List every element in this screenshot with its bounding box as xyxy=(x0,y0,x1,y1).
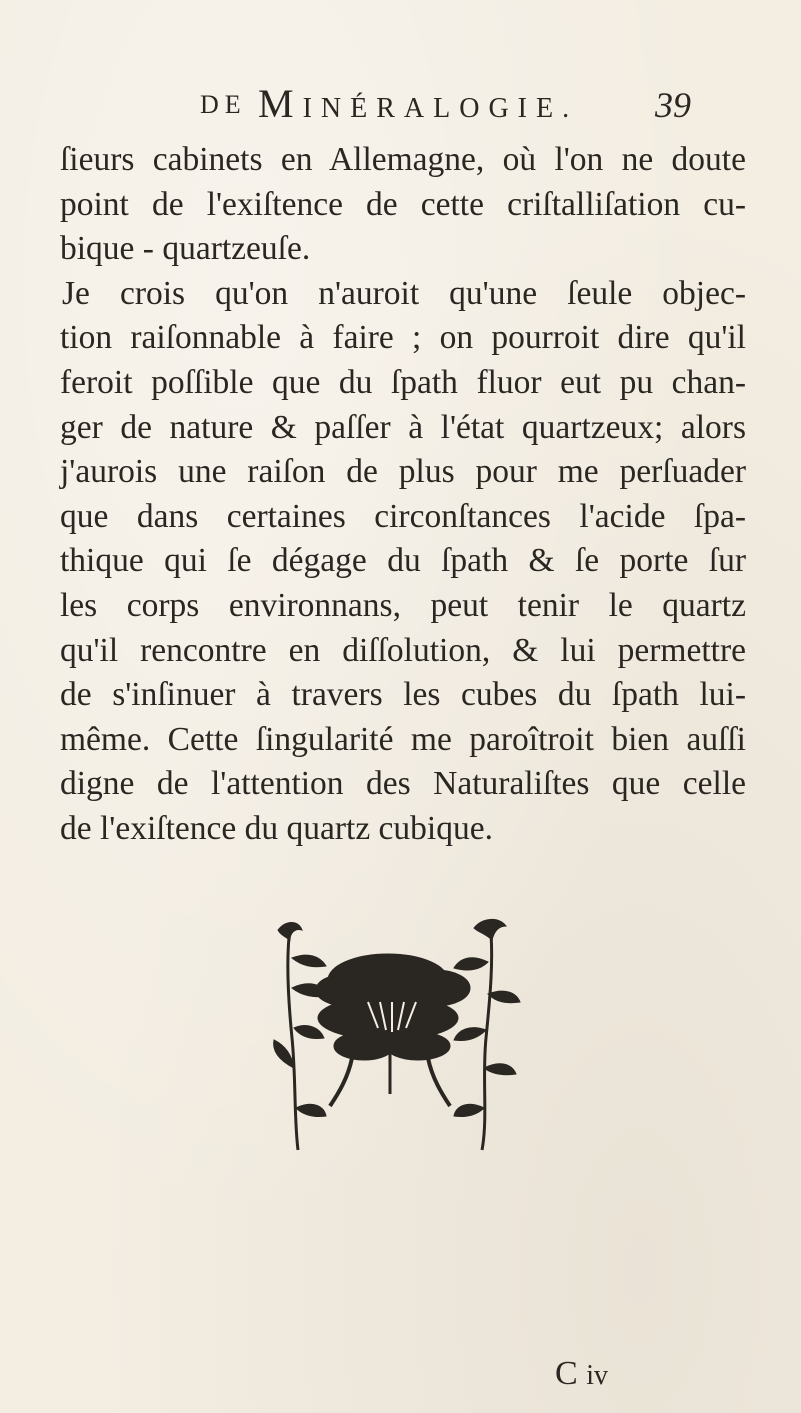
text-line: bique - quartzeuſe. xyxy=(60,230,311,268)
body-paragraphs xyxy=(60,138,746,852)
foliage-ornament-icon xyxy=(268,918,538,1158)
text-line: tion raiſonnable à faire ; on pourroit dire qu'il xyxy=(60,319,746,357)
running-header xyxy=(180,80,741,130)
text-line: qu'il rencontre en diſſolution, & lui permettre xyxy=(60,631,746,669)
header-prefix: DE xyxy=(200,90,247,119)
text-line: les corps environnans, peut tenir le quartz xyxy=(60,586,746,624)
text-line: Je crois qu'on n'auroit qu'une ſeule objec- xyxy=(62,274,746,312)
text-line: de s'inſinuer à travers les cubes du ſpath lui- xyxy=(60,676,746,714)
signature-numeral: iv xyxy=(586,1360,608,1391)
header-title-rest: INÉRALOGIE. xyxy=(302,93,579,124)
text-line: thique qui ſe dégage du ſpath & ſe porte ſur xyxy=(60,542,746,580)
text-line: ger de nature & paſſer à l'état quartzeux; alors xyxy=(60,408,746,446)
text-line: digne de l'attention des Naturaliſtes que celle xyxy=(60,765,746,803)
text-line: j'aurois une raiſon de plus pour me perſuader xyxy=(60,453,746,491)
signature-mark xyxy=(555,1355,608,1393)
text-line: que dans certaines circonſtances l'acide ſpa- xyxy=(60,497,746,535)
text-line: feroit poſſible que du ſpath fluor eut pu chan- xyxy=(60,363,746,401)
text-line: ſieurs cabinets en Allemagne, où l'on ne doute xyxy=(60,141,746,178)
header-title-initial: M xyxy=(258,81,303,126)
signature-letter: C xyxy=(555,1355,578,1392)
page-number: 39 xyxy=(655,85,691,125)
header-title xyxy=(258,80,578,127)
text-line: de l'exiſtence du quartz cubique. xyxy=(60,809,493,847)
text-line: point de l'exiſtence de cette criſtalliſation cu- xyxy=(60,185,746,223)
text-line: même. Cette ſingularité me paroîtroit bien auſſi xyxy=(60,720,746,758)
